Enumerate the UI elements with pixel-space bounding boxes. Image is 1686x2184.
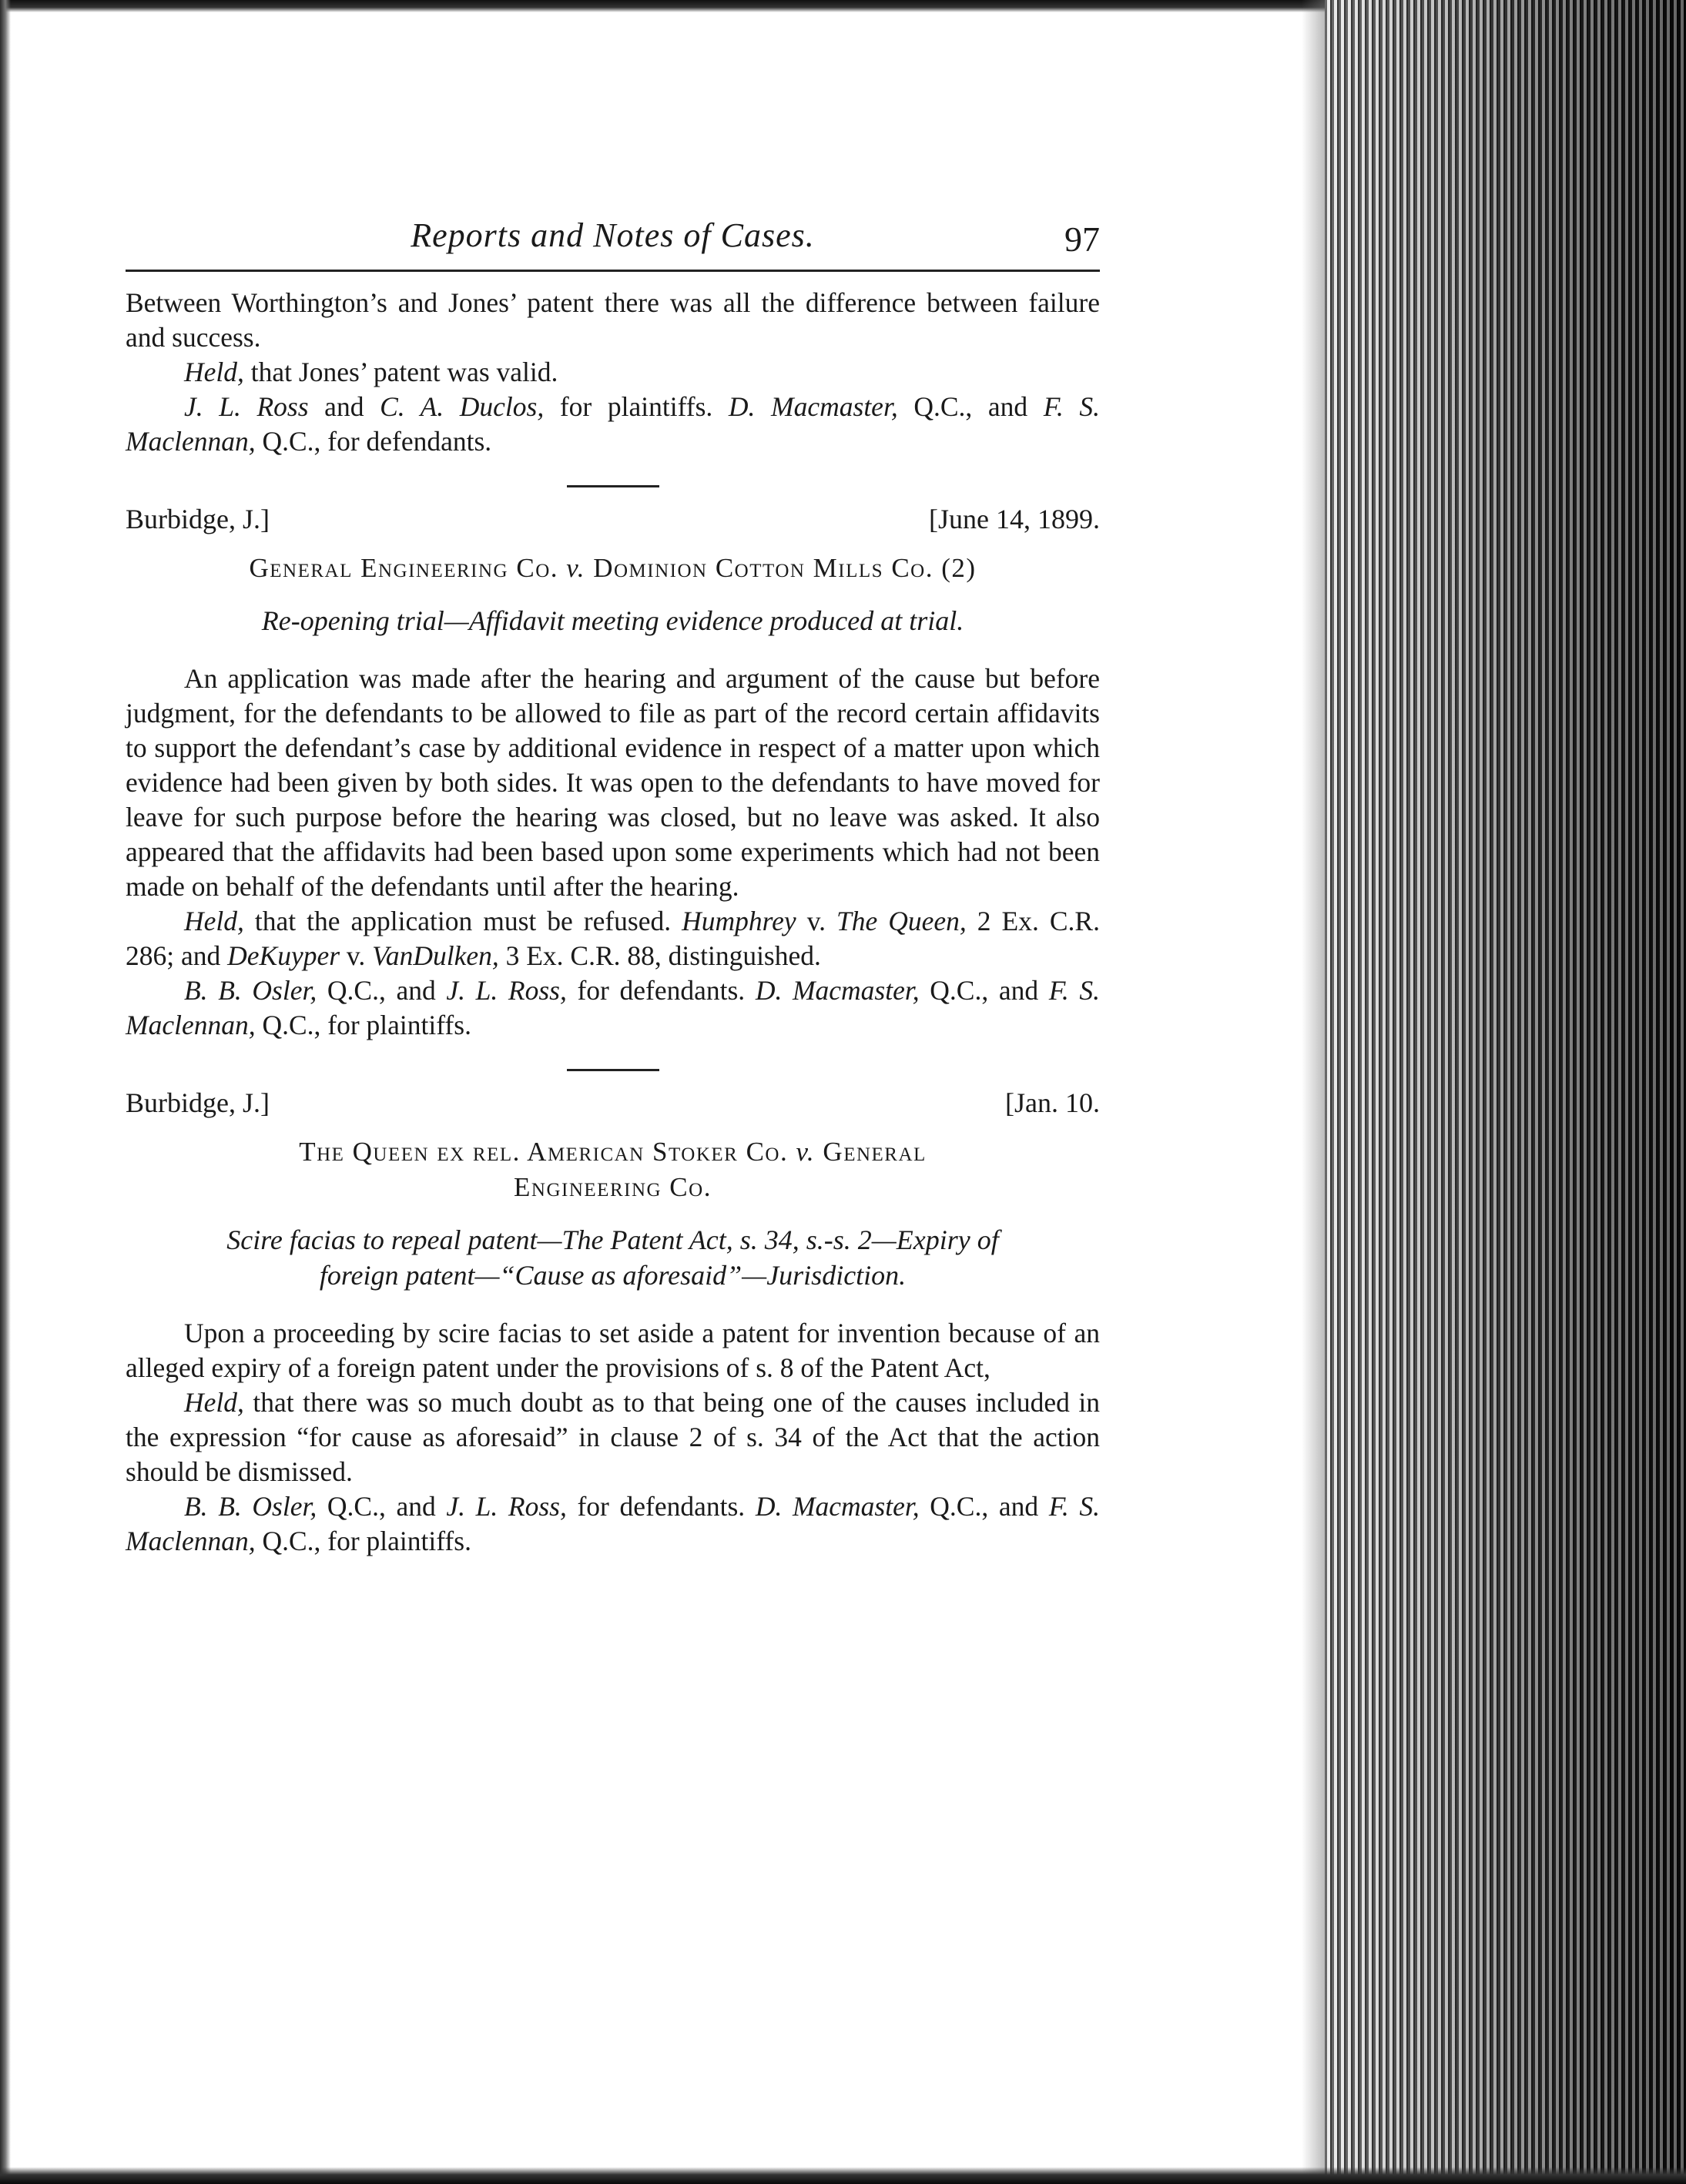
held-label: Held,	[184, 906, 244, 936]
page-content	[126, 216, 1100, 1559]
judge: Burbidge, J.]	[126, 1087, 270, 1118]
counsel-name: F. S. Maclennan,	[126, 391, 1100, 457]
held-paragraph: Held, that Jones’ patent was valid.	[184, 357, 558, 387]
case-citation: The Queen,	[836, 906, 967, 936]
scan-bottom-edge	[0, 2167, 1686, 2184]
running-title: Reports and Notes of Cases.	[411, 216, 815, 254]
case-separator	[567, 1069, 659, 1071]
headnote: Scire facias to repeal patent—The Patent Act, s. 34, s.-s. 2—Expiry of foreign patent—“Cause as aforesaid”—Jurisdiction.	[226, 1224, 999, 1291]
case-title: The Queen ex rel. American Stoker Co. v. General Engineering Co.	[299, 1137, 927, 1202]
held-paragraph: Held, that there was so much doubt as to that being one of the causes included in the expression “for cause as aforesaid” in clause 2 of s. 34 of the Act that the action should be dismissed.	[126, 1387, 1100, 1487]
counsel-paragraph: J. L. Ross and C. A. Duclos, for plaintiffs. D. Macmaster, Q.C., and F. S. Maclennan, Q.C., for defendants.	[126, 391, 1100, 457]
case-american-stoker	[126, 1085, 1100, 1559]
case-continuation	[126, 286, 1100, 459]
counsel-name: J. L. Ross,	[446, 1491, 567, 1522]
counsel-name: J. L. Ross	[184, 391, 309, 422]
counsel-name: D. Macmaster,	[728, 391, 898, 422]
court-line	[126, 501, 1100, 537]
case-title: General Engineering Co. v. Dominion Cotton Mills Co. (2)	[249, 553, 977, 583]
counsel-name: B. B. Osler,	[184, 1491, 317, 1522]
held-label: Held,	[184, 1387, 244, 1418]
book-page-edges	[1325, 0, 1686, 2184]
case-separator	[567, 485, 659, 487]
headnote: Re-opening trial—Affidavit meeting evidence produced at trial.	[261, 605, 964, 636]
counsel-name: D. Macmaster,	[755, 1491, 920, 1522]
counsel-name: C. A. Duclos,	[380, 391, 545, 422]
case-citation: VanDulken,	[372, 940, 499, 971]
page-number: 97	[1064, 219, 1100, 259]
scan-left-edge	[0, 0, 11, 2184]
case-citation: DeKuyper	[227, 940, 340, 971]
paragraph: Upon a proceeding by scire facias to set aside a patent for invention because of an alleged expiry of a foreign patent under the provisions of s. 8 of the Patent Act,	[126, 1318, 1100, 1383]
counsel-name: J. L. Ross,	[446, 975, 567, 1006]
judge: Burbidge, J.]	[126, 504, 270, 534]
paragraph: Between Worthington’s and Jones’ patent there was all the difference between failure and success.	[126, 287, 1100, 353]
running-head	[126, 216, 1100, 270]
paragraph: An application was made after the hearing and argument of the cause but before judgment, for the defendants to be allowed to file as part of the record certain affidavits to support the defendant’s case by additional evidence in respect of a matter upon which evidence had been given by both sides. It was open to the defendants to have moved for leave for such purpose before the hearing was closed, but no leave was asked. It also appeared that the affidavits had been based upon some experiments which had not been made on behalf of the defendants until after the hearing.	[126, 663, 1100, 902]
decision-date: [June 14, 1899.	[929, 504, 1100, 534]
counsel-paragraph: B. B. Osler, Q.C., and J. L. Ross, for defendants. D. Macmaster, Q.C., and F. S. Maclennan, Q.C., for plaintiffs.	[126, 975, 1100, 1040]
counsel-name: F. S. Maclennan,	[126, 975, 1100, 1040]
header-rule	[126, 270, 1100, 272]
counsel-name: D. Macmaster,	[755, 975, 920, 1006]
held-paragraph: Held, that the application must be refused. Humphrey v. The Queen, 2 Ex. C.R. 286; and DeKuyper v. VanDulken, 3 Ex. C.R. 88, distinguished.	[126, 906, 1100, 971]
counsel-name: F. S. Maclennan,	[126, 1491, 1100, 1556]
counsel-paragraph: B. B. Osler, Q.C., and J. L. Ross, for defendants. D. Macmaster, Q.C., and F. S. Maclennan, Q.C., for plaintiffs.	[126, 1491, 1100, 1556]
case-citation: Humphrey	[682, 906, 796, 936]
held-label: Held,	[184, 357, 244, 387]
counsel-name: B. B. Osler,	[184, 975, 317, 1006]
case-general-engineering	[126, 501, 1100, 1043]
decision-date: [Jan. 10.	[1005, 1087, 1100, 1118]
court-line	[126, 1085, 1100, 1120]
